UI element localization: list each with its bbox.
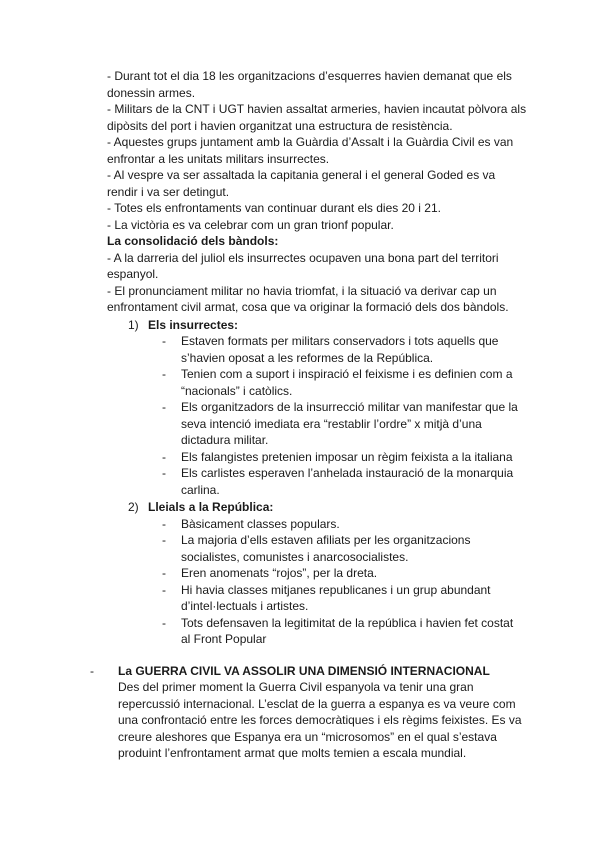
- bullet: -: [90, 663, 94, 678]
- list-item: - Tots defensaven la legitimitat de la república i havien fet costat al Front Popular: [162, 615, 514, 646]
- intro-line: - Militars de la CNT i UGT havien assaltat armeries, havien incautat pòlvora als dipòsits del port i havien organitzat una estructura de resistència.: [107, 102, 527, 133]
- list-item: - La majoria d’ells estaven afiliats per les organitzacions socialistes, comunistes i anarcosocialistes.: [162, 533, 471, 564]
- intro-line: - Aquestes grups juntament amb la Guàrdia d’Assalt i la Guàrdia Civil es van enfrontar a les unitats militars insurrectes.: [107, 135, 514, 166]
- section-heading: La consolidació dels bàndols:: [107, 234, 279, 248]
- list-item: - Hi havia classes mitjanes republicanes i un grup abundant d’intel·lectuals i artistes.: [162, 582, 491, 613]
- list-item: - Tenien com a suport i inspiració el feixisme i es definien com a “nacionals” i catòlics.: [162, 367, 513, 398]
- list-item: - Els organitzadors de la insurrecció militar van manifestar que la seva intenció imediata era “restablir l’ordre” x mitjà d’una dictadura militar.: [162, 400, 518, 447]
- group-title: Lleials a la República:: [148, 500, 274, 514]
- intro-line: - Durant tot el dia 18 les organitzacions d’esquerres havien demanat que els donessin armes.: [107, 69, 512, 100]
- section-title: La GUERRA CIVIL VA ASSOLIR UNA DIMENSIÓ INTERNACIONAL: [118, 663, 490, 678]
- group-number: 1): [128, 317, 139, 332]
- list-item: - Eren anomenats “rojos”, per la dreta.: [162, 566, 378, 580]
- intro-line: - La victòria es va celebrar com un gran trionf popular.: [107, 217, 394, 232]
- intro-section: [107, 68, 527, 316]
- group-number: 2): [128, 500, 139, 514]
- group-title: Els insurrectes:: [148, 317, 239, 332]
- list-item: - Els falangistes pretenien imposar un règim feixista a la italiana: [162, 449, 513, 464]
- list-item: - Els carlistes esperaven l’anhelada instauració de la monarquia carlina.: [162, 466, 514, 497]
- consolidation-line: - A la darreria del juliol els insurrectes ocupaven una bona part del territori espanyol.: [107, 250, 499, 281]
- international-section: [90, 663, 530, 762]
- consolidation-line: - El pronunciament militar no havia triomfat, i la situació va derivar cap un enfrontament civil armat, cosa que va originar la formació dels dos bàndols.: [107, 283, 509, 314]
- group-list: [162, 333, 522, 498]
- section-paragraph: Des del primer moment la Guerra Civil espanyola va tenir una gran repercussió internacional. L’esclat de la guerra a espanya es va veure com una confrontació entre les forces democràtiques i els règims feixistes. Es va creure aleshores que Espanya era un “microsomos” en el qual s’estava produint l’enfrontament armat que molts temien a escala mundial.: [118, 680, 522, 760]
- list-item: - Bàsicament classes populars.: [162, 516, 340, 531]
- intro-line: - Al vespre va ser assaltada la capitania general i el general Goded es va rendir i va ser detingut.: [107, 168, 496, 199]
- intro-line: - Totes els enfrontaments van continuar durant els dies 20 i 21.: [107, 201, 441, 215]
- group-list: [162, 516, 522, 648]
- group-lleials: [0, 499, 600, 648]
- list-item: - Estaven formats per militars conservadors i tots aquells que s’havien oposat a les reformes de la República.: [162, 334, 499, 365]
- group-insurrectes: [0, 317, 600, 499]
